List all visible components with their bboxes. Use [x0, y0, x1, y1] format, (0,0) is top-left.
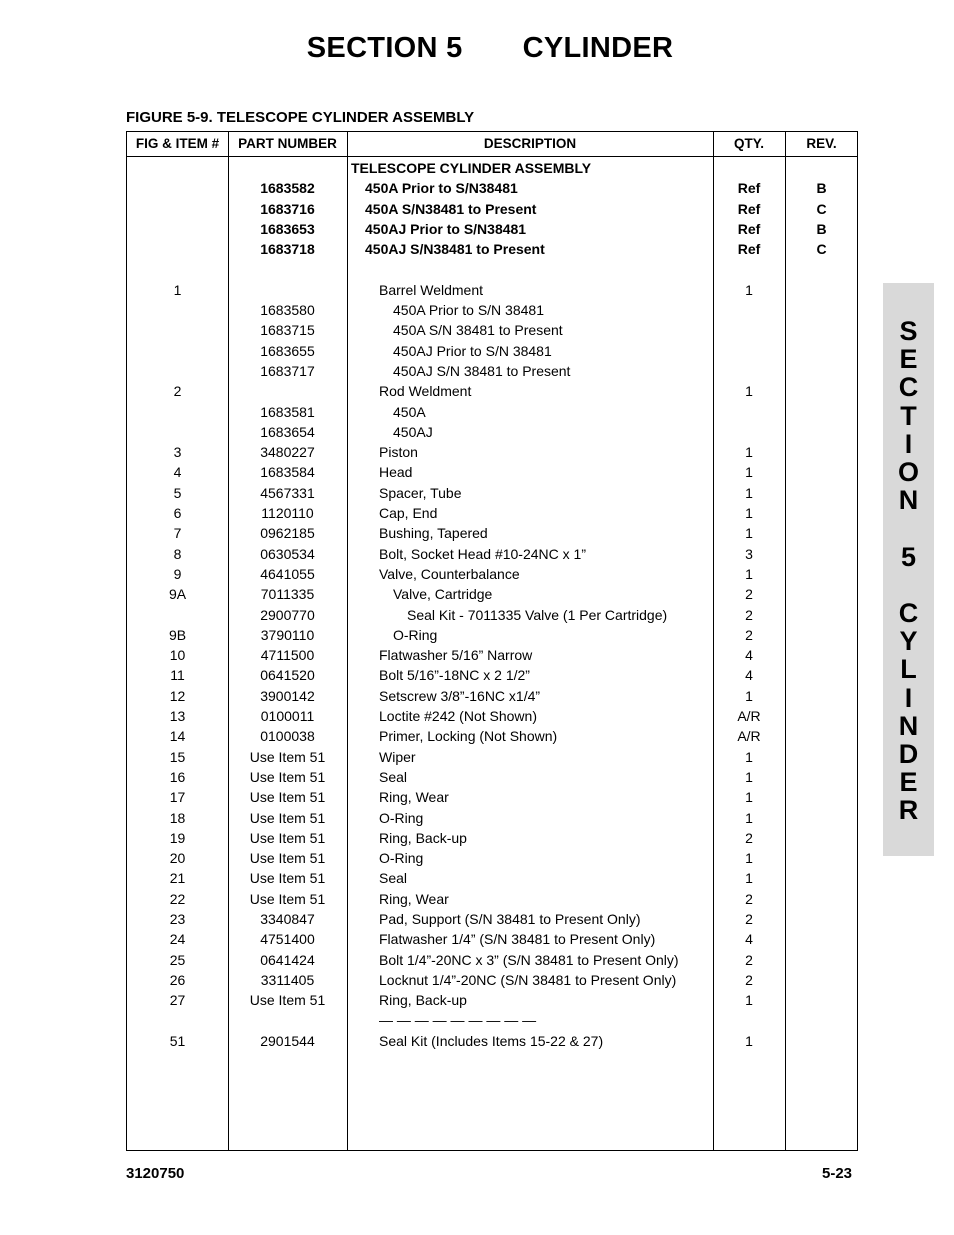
cell-description: 450AJ — [393, 423, 433, 440]
side-tab-letter: T — [900, 400, 917, 431]
table-row — [127, 747, 857, 767]
cell-item: 9B — [168, 626, 187, 643]
cell-description: Ring, Wear — [379, 789, 449, 806]
cell-description: Ring, Wear — [379, 890, 449, 907]
cell-description: Ring, Back-up — [379, 992, 467, 1009]
table-row — [127, 970, 857, 990]
cell-part-number: 2900770 — [260, 606, 315, 623]
cell-part-number: 7011335 — [260, 586, 315, 603]
cell-item: 9A — [168, 586, 187, 603]
cell-part-number: 3900142 — [260, 687, 315, 704]
cell-qty: 1 — [745, 870, 753, 887]
cell-description: 450A S/N38481 to Present — [365, 200, 537, 217]
cell-qty: Ref — [737, 180, 761, 197]
cell-qty: 4 — [745, 931, 753, 948]
cell-qty: 2 — [745, 951, 753, 968]
cell-item: 8 — [173, 545, 182, 562]
table-row — [127, 1031, 857, 1051]
cell-description: Bolt, Socket Head #10-24NC x 1” — [379, 545, 586, 562]
cell-qty: A/R — [737, 708, 761, 725]
cell-description: Spacer, Tube — [379, 484, 462, 501]
cell-qty: 1 — [745, 525, 753, 542]
table-row — [127, 341, 857, 361]
cell-part-number: 4641055 — [260, 565, 315, 582]
cell-item: 13 — [169, 708, 186, 725]
cell-part-number: Use Item 51 — [249, 748, 326, 765]
cell-qty: 1 — [745, 850, 753, 867]
side-tab-letter: N — [898, 485, 919, 516]
table-row — [127, 767, 857, 787]
cell-description: O-Ring — [379, 809, 424, 826]
side-tab-letter: L — [900, 654, 917, 685]
cell-rev: B — [816, 220, 827, 237]
table-row — [127, 503, 857, 523]
cell-qty: 2 — [745, 606, 753, 623]
table-row — [127, 259, 857, 279]
cell-description: Barrel Weldment — [379, 281, 484, 298]
cell-description: Seal Kit - 7011335 Valve (1 Per Cartridge) — [407, 606, 668, 623]
cell-part-number: Use Item 51 — [249, 992, 326, 1009]
cell-item: 18 — [169, 809, 186, 826]
side-tab-letter: O — [897, 457, 919, 488]
column-header-part-number: PART NUMBER — [238, 136, 337, 151]
cell-description: Pad, Support (S/N 38481 to Present Only) — [379, 910, 641, 927]
cell-item: 20 — [169, 850, 186, 867]
cell-item: 16 — [169, 768, 186, 785]
cell-description: Head — [379, 464, 413, 481]
table-row — [127, 402, 857, 422]
cell-qty: 1 — [745, 1032, 753, 1049]
side-tab-letter — [883, 571, 934, 599]
parts-table — [126, 131, 858, 1151]
side-tab-letter: S — [899, 316, 918, 346]
table-row — [127, 584, 857, 604]
cell-part-number: 0641424 — [260, 951, 315, 968]
cell-description: Valve, Cartridge — [393, 586, 493, 603]
cell-description: Seal — [379, 870, 408, 887]
cell-part-number: 0630534 — [260, 545, 315, 562]
table-row — [127, 178, 857, 198]
cell-item: 26 — [169, 971, 186, 988]
cell-item: 2 — [173, 383, 182, 400]
section-label: SECTION 5 — [306, 32, 463, 64]
cell-qty: 1 — [745, 992, 753, 1009]
cell-qty: 1 — [745, 281, 753, 298]
page-number: 5-23 — [822, 1165, 853, 1182]
cell-part-number: 3340847 — [260, 910, 315, 927]
cell-item: 1 — [173, 281, 182, 298]
cell-description: 450AJ Prior to S/N 38481 — [393, 342, 552, 359]
side-tab-letter: C — [898, 372, 919, 403]
cell-description: Bushing, Tapered — [379, 525, 488, 542]
side-tab-letter: R — [898, 795, 919, 826]
side-tab-letter: I — [904, 428, 913, 459]
cell-description: Valve, Counterbalance — [379, 565, 520, 582]
table-row — [127, 219, 857, 239]
table-row — [127, 158, 857, 178]
table-row — [127, 564, 857, 584]
cell-description: 450A — [393, 403, 426, 420]
cell-description: — — — — — — — — — — [379, 1012, 537, 1029]
cell-part-number: 0641520 — [260, 667, 315, 684]
cell-item: 9 — [173, 565, 182, 582]
cell-item: 7 — [173, 525, 182, 542]
cell-description: Loctite #242 (Not Shown) — [379, 708, 537, 725]
column-header-rev: REV. — [806, 136, 837, 151]
cell-item: 12 — [169, 687, 186, 704]
side-tab-letter: E — [899, 344, 918, 375]
side-tab-letter: 5 — [900, 541, 917, 572]
cell-item: 6 — [173, 505, 182, 522]
cell-qty: 2 — [745, 910, 753, 927]
table-row — [127, 544, 857, 564]
cell-part-number: 2901544 — [260, 1032, 315, 1049]
cell-part-number: 3480227 — [260, 444, 315, 461]
side-tab-letter: E — [899, 767, 918, 798]
table-row — [127, 645, 857, 665]
table-row — [127, 320, 857, 340]
table-row — [127, 239, 857, 259]
cell-qty: 1 — [745, 383, 753, 400]
cell-item: 22 — [169, 890, 186, 907]
cell-description: O-Ring — [393, 626, 438, 643]
cell-part-number: 1683717 — [260, 362, 315, 379]
cell-item: 3 — [173, 444, 182, 461]
cell-part-number: 0100038 — [260, 728, 315, 745]
table-row — [127, 848, 857, 868]
cell-description: 450AJ S/N 38481 to Present — [393, 362, 571, 379]
table-row — [127, 929, 857, 949]
table-row — [127, 828, 857, 848]
cell-part-number: 1683655 — [260, 342, 315, 359]
cell-qty: 1 — [745, 768, 753, 785]
cell-item: 10 — [169, 647, 186, 664]
cell-part-number: 3790110 — [260, 626, 315, 643]
cell-description: Flatwasher 1/4” (S/N 38481 to Present Only) — [379, 931, 656, 948]
cell-part-number: 0962185 — [260, 525, 315, 542]
cell-rev: C — [816, 241, 827, 258]
cell-item: 51 — [169, 1032, 186, 1049]
cell-description: 450A Prior to S/N 38481 — [393, 302, 544, 319]
table-row — [127, 483, 857, 503]
cell-qty: 1 — [745, 505, 753, 522]
cell-description: Rod Weldment — [379, 383, 472, 400]
cell-item: 27 — [169, 992, 186, 1009]
table-row — [127, 889, 857, 909]
cell-description: Seal Kit (Includes Items 15-22 & 27) — [379, 1032, 604, 1049]
cell-part-number: Use Item 51 — [249, 870, 326, 887]
table-row — [127, 605, 857, 625]
cell-description: Flatwasher 5/16” Narrow — [379, 647, 533, 664]
page-title — [0, 32, 954, 65]
cell-item: 24 — [169, 931, 186, 948]
cell-qty: 1 — [745, 484, 753, 501]
cell-qty: 2 — [745, 829, 753, 846]
cell-part-number: 1683582 — [260, 180, 315, 197]
cell-description: Bolt 1/4”-20NC x 3” (S/N 38481 to Present Only) — [379, 951, 679, 968]
cell-qty: 2 — [745, 626, 753, 643]
cell-rev: C — [816, 200, 827, 217]
table-row — [127, 665, 857, 685]
side-tab-letter: I — [904, 682, 913, 713]
cell-qty: 4 — [745, 667, 753, 684]
cell-part-number: 1683718 — [260, 241, 315, 258]
cell-description: Locknut 1/4”-20NC (S/N 38481 to Present Only) — [379, 971, 677, 988]
cell-part-number: 4567331 — [260, 484, 315, 501]
side-tab-letter: Y — [899, 626, 918, 657]
cell-part-number: Use Item 51 — [249, 829, 326, 846]
cell-item: 21 — [169, 870, 186, 887]
table-row — [127, 361, 857, 381]
table-row — [127, 686, 857, 706]
cell-part-number: 1683654 — [260, 423, 315, 440]
cell-qty: Ref — [737, 220, 761, 237]
cell-item: 15 — [169, 748, 186, 765]
table-row — [127, 442, 857, 462]
cell-part-number: Use Item 51 — [249, 809, 326, 826]
column-header-qty: QTY. — [733, 136, 764, 151]
cell-qty: 1 — [745, 789, 753, 806]
cell-qty: 3 — [745, 545, 753, 562]
cell-qty: Ref — [737, 200, 761, 217]
table-row — [127, 990, 857, 1010]
header-divider — [127, 156, 857, 157]
cell-description: Seal — [379, 768, 408, 785]
cell-qty: 1 — [745, 809, 753, 826]
cell-description: Cap, End — [379, 505, 438, 522]
table-row — [127, 300, 857, 320]
table-row — [127, 950, 857, 970]
cell-description: 450AJ Prior to S/N38481 — [365, 220, 527, 237]
cell-description: 450A Prior to S/N38481 — [365, 180, 518, 197]
cell-qty: A/R — [737, 728, 761, 745]
cell-item: 19 — [169, 829, 186, 846]
table-body — [127, 158, 857, 1051]
section-name: CYLINDER — [522, 32, 674, 64]
cell-description: Bolt 5/16”-18NC x 2 1/2” — [379, 667, 530, 684]
cell-item: 25 — [169, 951, 186, 968]
table-row — [127, 280, 857, 300]
cell-rev: B — [816, 180, 827, 197]
cell-qty: Ref — [737, 241, 761, 258]
cell-description: TELESCOPE CYLINDER ASSEMBLY — [351, 160, 592, 176]
cell-item: 14 — [169, 728, 186, 745]
cell-part-number: Use Item 51 — [249, 789, 326, 806]
cell-qty: 1 — [745, 687, 753, 704]
cell-part-number: 4711500 — [260, 647, 315, 664]
table-row — [127, 462, 857, 482]
cell-qty: 1 — [745, 444, 753, 461]
cell-item: 17 — [169, 789, 186, 806]
cell-description: Setscrew 3/8”-16NC x1/4” — [379, 687, 541, 704]
cell-description: 450AJ S/N38481 to Present — [365, 241, 545, 258]
cell-description: Ring, Back-up — [379, 829, 467, 846]
cell-part-number: Use Item 51 — [249, 850, 326, 867]
cell-qty: 4 — [745, 647, 753, 664]
cell-qty: 1 — [745, 464, 753, 481]
cell-description: Piston — [379, 444, 418, 461]
cell-description: O-Ring — [379, 850, 424, 867]
cell-item: 23 — [169, 910, 186, 927]
cell-part-number: 1120110 — [261, 505, 314, 522]
cell-item: 5 — [173, 484, 182, 501]
side-tab-letter — [883, 514, 934, 542]
cell-qty: 1 — [745, 565, 753, 582]
table-row — [127, 808, 857, 828]
cell-qty: 2 — [745, 890, 753, 907]
table-row — [127, 381, 857, 401]
table-row — [127, 199, 857, 219]
cell-part-number: 4751400 — [260, 931, 315, 948]
table-row — [127, 422, 857, 442]
cell-part-number: 1683715 — [260, 322, 315, 339]
cell-description: Wiper — [379, 748, 416, 765]
table-row — [127, 726, 857, 746]
cell-part-number: 1683653 — [260, 220, 315, 237]
cell-part-number: 1683581 — [260, 403, 315, 420]
column-header-item: FIG & ITEM # — [135, 136, 220, 151]
side-tab-letter: N — [898, 710, 919, 741]
cell-part-number: 0100011 — [260, 708, 315, 725]
doc-number: 3120750 — [126, 1165, 185, 1182]
cell-part-number: Use Item 51 — [249, 890, 326, 907]
table-row — [127, 625, 857, 645]
table-row — [127, 523, 857, 543]
cell-part-number: 1683716 — [260, 200, 315, 217]
table-row — [127, 909, 857, 929]
side-tab-letter: D — [898, 739, 919, 770]
cell-part-number: 1683584 — [260, 464, 315, 481]
table-row — [127, 868, 857, 888]
cell-description: 450A S/N 38481 to Present — [393, 322, 563, 339]
cell-qty: 2 — [745, 586, 753, 603]
column-header-description: DESCRIPTION — [483, 136, 577, 151]
cell-part-number: Use Item 51 — [249, 768, 326, 785]
section-side-tab — [883, 283, 934, 856]
table-row — [127, 787, 857, 807]
side-tab-letter: C — [898, 598, 919, 629]
cell-description: Primer, Locking (Not Shown) — [379, 728, 558, 745]
cell-qty: 2 — [745, 971, 753, 988]
figure-title: FIGURE 5-9. TELESCOPE CYLINDER ASSEMBLY — [126, 109, 475, 126]
table-row — [127, 1010, 857, 1030]
table-row — [127, 706, 857, 726]
cell-qty: 1 — [745, 748, 753, 765]
side-tab-letters — [883, 317, 934, 825]
cell-part-number: 3311405 — [260, 971, 315, 988]
cell-part-number: 1683580 — [260, 302, 315, 319]
cell-item: 4 — [173, 464, 182, 481]
cell-item: 11 — [170, 667, 185, 684]
